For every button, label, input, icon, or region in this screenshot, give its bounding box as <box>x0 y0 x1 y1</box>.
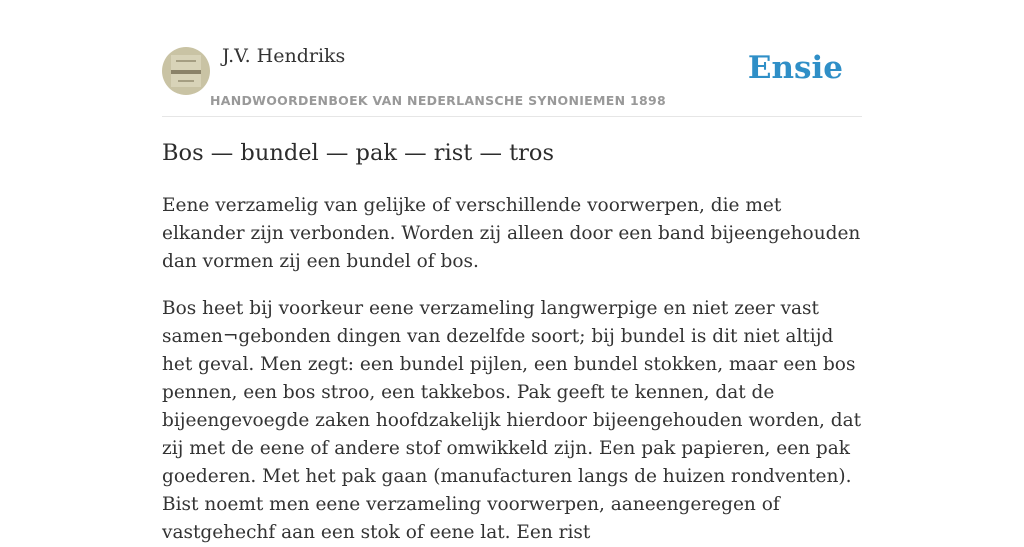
author-avatar[interactable] <box>162 47 210 95</box>
book-cover-band <box>171 70 201 74</box>
entry-card <box>162 0 862 543</box>
entry-title: Bos — bundel — pak — rist — tros <box>162 140 555 166</box>
book-cover-line <box>178 80 194 82</box>
author-name-link[interactable]: J.V. Hendriks <box>222 45 346 67</box>
entry-paragraph: Bos heet bij voorkeur eene verzameling langwerpige en niet zeer vast samen¬gebonden dingen van dezelfde soort; bij bundel is dit niet altijd het geval. Men zegt: een bundel pijlen, een bundel stokken, maar een bos pennen, een bos stroo, een takkebos. Pak geeft te kennen, dat de bijeengevoegde zaken hoofdzakelijk hierdoor bijeengehouden worden, dat zij met de eene of andere stof omwikkeld zijn. Een pak papieren, een pak goederen. Met het pak gaan (manufacturen langs de huizen rondventen). Bist noemt men eene verzameling voorwerpen, aaneengeregen of vastgehechf aan een stok of eene lat. Een rist <box>162 298 862 543</box>
book-cover-line <box>176 60 196 62</box>
entry-header <box>162 0 862 117</box>
source-dictionary-link[interactable]: HANDWOORDENBOEK VAN NEDERLANSCHE SYNONIEMEN 1898 <box>210 93 667 108</box>
entry-paragraph: Eene verzamelig van gelijke of verschillende voorwerpen, die met elkander zijn verbonden. Worden zij alleen door een band bijeengehouden dan vormen zij een bundel of bos. <box>162 195 861 272</box>
ensie-logo-link[interactable]: Ensie <box>747 50 843 86</box>
